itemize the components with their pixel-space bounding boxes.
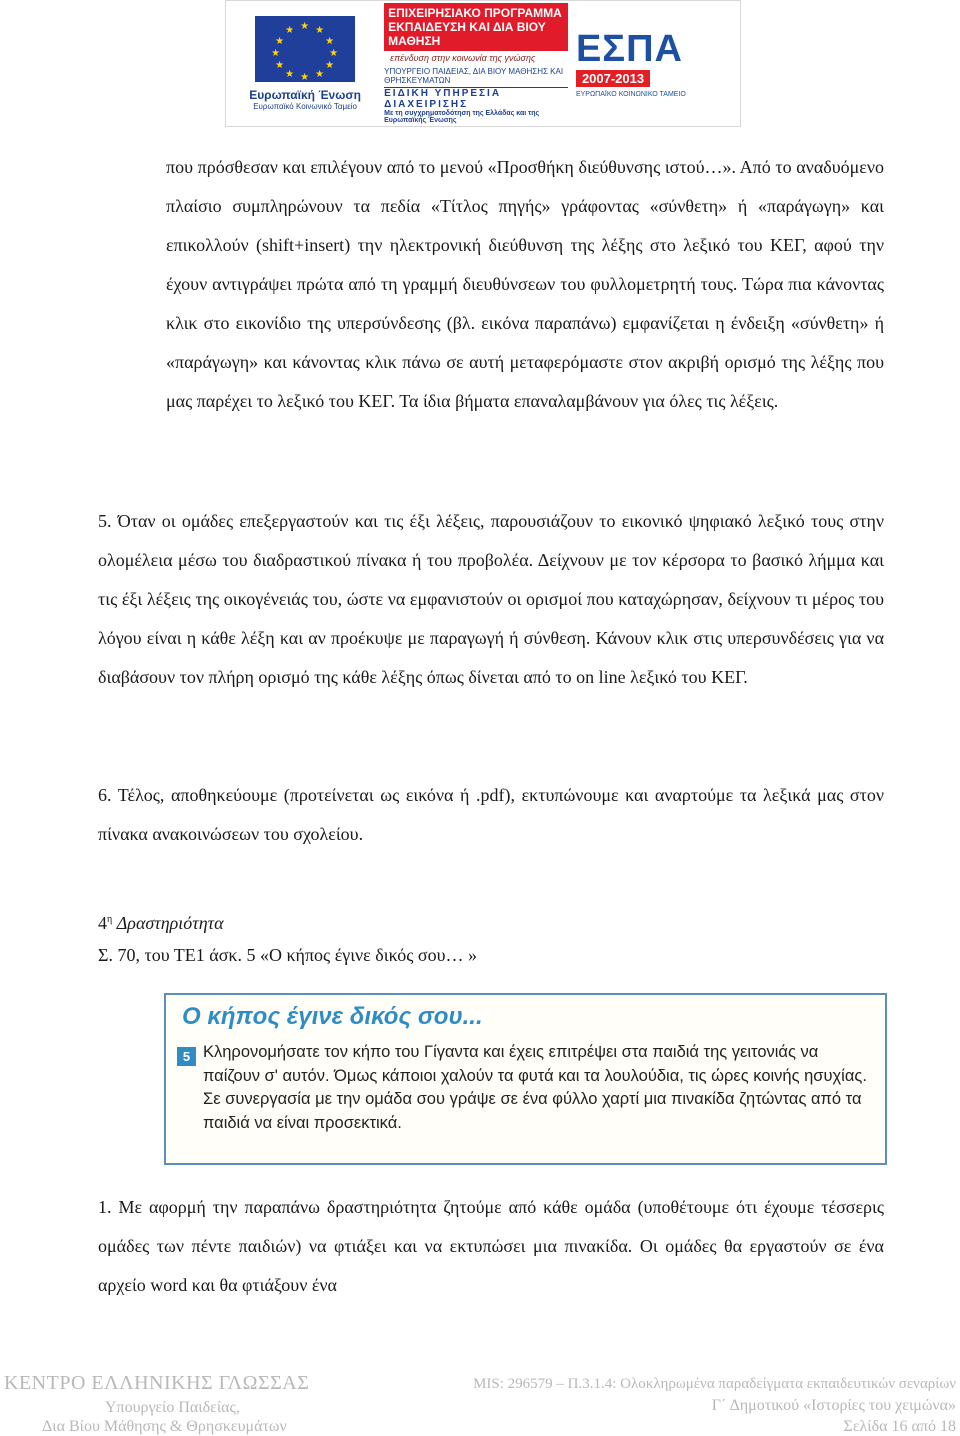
managing-service: ΕΙΔΙΚΗ ΥΠΗΡΕΣΙΑ ΔΙΑΧΕΙΡΙΣΗΣ xyxy=(384,87,568,110)
activity-reference: Σ. 70, του ΤΕ1 άσκ. 5 «Ο κήπος έγινε δικός σου… » xyxy=(98,945,477,965)
footer-ministry-line-2: Δια Βίου Μάθησης & Θρησκευμάτων xyxy=(42,1418,287,1435)
paragraph-step-6: 6. Τέλος, αποθηκεύουμε (προτείνεται ως εικόνα ή .pdf), εκτυπώνουμε και αναρτούμε τα λεξικά μας στον πίνακα ανακοινώσεων του σχολείου. xyxy=(98,785,884,844)
header-banner xyxy=(225,0,741,127)
cofunding-note: Με τη συγχρηματοδότηση της Ελλάδας και της Ευρωπαϊκής Ένωσης xyxy=(384,110,540,124)
program-slogan: επένδυση στην κοινωνία της γνώσης xyxy=(390,53,536,63)
page-footer xyxy=(0,1372,960,1436)
program-title-line-1: ΕΠΙΧΕΙΡΗΣΙΑΚΟ ΠΡΟΓΡΑΜΜΑ xyxy=(388,6,562,20)
program-title xyxy=(384,3,568,51)
footer-mis: MIS: 296579 – Π.3.1.4: Ολοκληρωμένα παραδείγματα εκπαιδευτικών σεναρίων xyxy=(473,1376,956,1392)
espa-years: 2007-2013 xyxy=(576,70,650,87)
paragraph-continuation: που πρόσθεσαν και επιλέγουν από το μενού «Προσθήκη διεύθυνσης ιστού…». Από το αναδυόμενο πλαίσιο συμπληρώνουν τα πεδία «Τίτλος πηγής» γράφοντας «σύνθετη» ή «παράγωγη» και επικολλούν (shift+insert) την ηλεκτρονική διεύθυνση της λέξης στο λεξικό του ΚΕΓ, αφού την έχουν αντιγράψει πρώτα από τη γραμμή διευθύνσεων του φυλλομετρητή τους. Τώρα πια κάνοντας κλικ στο εικονίδιο της υπερσύνδεσης (βλ. εικόνα παραπάνω) εμφανίζεται η ένδειξη «σύνθετη» ή «παράγωγη» και κάνοντας κλικ πάνω σε αυτή μεταφερόμαστε στον ακριβή ορισμό της λέξης που μας παρέχει το λεξικό του ΚΕΓ. Τα ίδια βήματα επαναλαμβάνουν για όλες τις λέξεις. xyxy=(166,157,884,411)
activity-ordinal: η xyxy=(107,914,113,925)
espa-word: ΕΣΠΑ xyxy=(575,27,683,70)
activity-number: 4 xyxy=(98,913,107,933)
paragraph-step-5: 5. Όταν οι ομάδες επεξεργαστούν και τις έξι λέξεις, παρουσιάζουν το εικονικό ψηφιακό λεξικό τους στην ολομέλεια μέσω του διαδραστικού πίνακα ή του προβολέα. Δείχνουν με τον κέρσορα το βασικό λήμμα και τις έξι λέξεις της οικογένειάς του, ώστε να εμφανιστούν οι ορισμοί που καταχώρησαν, δείχνουν τι μέρος του λόγου είναι η κάθε λέξη και αν προέκυψε με παραγωγή ή σύνθεση. Κάνουν κλικ στις υπερσυνδέσεις για να διαβάσουν τον πλήρη ορισμό της κάθε λέξης όπως δίνεται από το on line λεξικό του ΚΕΓ. xyxy=(98,511,884,687)
ministry-name: ΥΠΟΥΡΓΕΙΟ ΠΑΙΔΕΙΑΣ, ΔΙΑ ΒΙΟΥ ΜΑΘΗΣΗΣ ΚΑΙ ΘΡΗΣΚΕΥΜΑΤΩΝ xyxy=(384,67,564,85)
footer-page-number: Σελίδα 16 από 18 xyxy=(843,1418,956,1435)
eu-flag-icon: ★ ★ ★ ★ ★ ★ ★ ★ ★ ★ ★ ★ xyxy=(255,16,355,82)
espa-fund: ΕΥΡΩΠΑΪΚΟ ΚΟΙΝΩΝΙΚΟ ΤΑΜΕΙΟ xyxy=(575,90,686,98)
eu-name: Ευρωπαϊκή Ένωση xyxy=(249,88,361,102)
excerpt-number: 5 xyxy=(177,1047,196,1066)
activity-heading xyxy=(98,906,224,937)
activity-title: Δραστηριότητα xyxy=(116,913,224,933)
eu-fund: Ευρωπαϊκό Κοινωνικό Ταμείο xyxy=(253,102,357,111)
excerpt-text: Κληρονομήσατε τον κήπο του Γίγαντα και έχεις επιτρέψει στα παιδιά της γειτονιάς να παίζουν σ' αυτόν. Όμως κάποιοι χαλούν τα φυτά και τα λουλούδια, τις ώρες κοινής ησυχίας. Σε συνεργασία με την ομάδα σου γράψε σε ένα φύλλο χαρτί μια πινακίδα ζητώντας από τα παιδιά να είναι προσεκτικά. xyxy=(203,1043,867,1132)
program-title-line-2: ΕΚΠΑΙΔΕΥΣΗ ΚΑΙ ΔΙΑ ΒΙΟΥ ΜΑΘΗΣΗ xyxy=(388,20,546,48)
footer-ministry-line-1: Υπουργείο Παιδείας, xyxy=(105,1399,240,1416)
program-logo xyxy=(384,1,568,126)
excerpt-title: Ο κήπος έγινε δικός σου... xyxy=(182,1003,483,1030)
paragraph-step-1: 1. Με αφορμή την παραπάνω δραστηριότητα ζητούμε από κάθε ομάδα (υποθέτουμε ότι έχουμε τέσσερις ομάδες των πέντε παιδιών) να φτιάξει και να εκτυπώσει μια πινακίδα. Οι ομάδες θα εργαστούν σε ένα αρχείο word και θα φτιάξουν ένα xyxy=(98,1197,884,1295)
espa-logo xyxy=(568,1,740,126)
footer-organization: ΚΕΝΤΡΟ ΕΛΛΗΝΙΚΗΣ ΓΛΩΣΣΑΣ xyxy=(4,1372,310,1394)
textbook-excerpt xyxy=(164,993,887,1165)
eu-logo xyxy=(226,1,384,126)
footer-scenario: Γ΄ Δημοτικού «Ιστορίες του χειμώνα» xyxy=(711,1397,956,1414)
